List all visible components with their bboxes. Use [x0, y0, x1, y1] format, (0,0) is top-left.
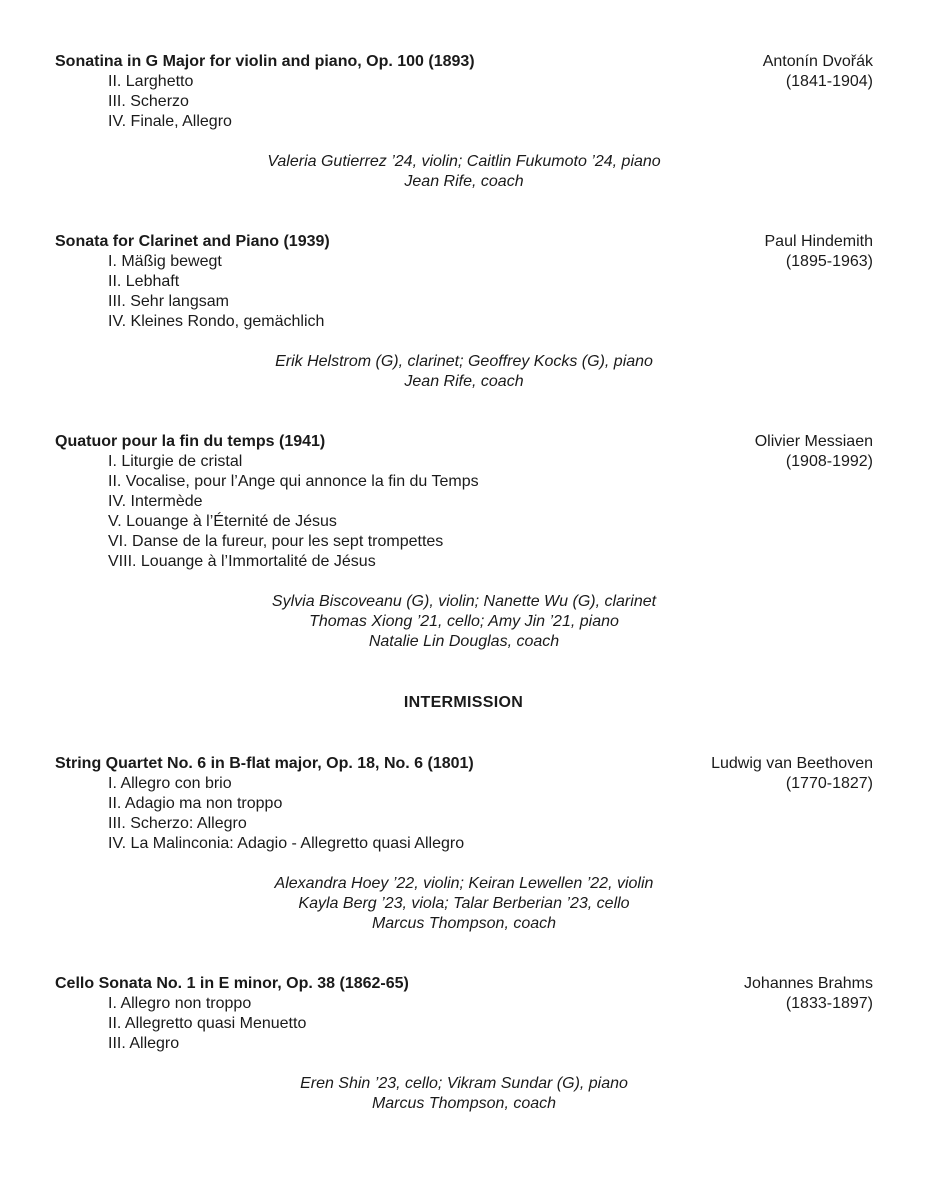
program-piece [55, 232, 873, 392]
composer-dates: (1895-1963) [785, 253, 873, 270]
composer-name: Antonín Dvořák [762, 53, 873, 70]
piece-title: String Quartet No. 6 in B-flat major, Op. 18, No. 6 (1801) [55, 755, 474, 772]
performer-list [55, 592, 873, 652]
movement: IV. La Malinconia: Adagio - Allegretto quasi Allegro [108, 835, 465, 852]
piece-title: Sonatina in G Major for violin and piano, Op. 100 (1893) [55, 53, 475, 70]
movement-list [55, 774, 873, 854]
movement: II. Allegretto quasi Menuetto [108, 1015, 307, 1032]
movement: IV. Finale, Allegro [108, 113, 232, 130]
piece-title: Cello Sonata No. 1 in E minor, Op. 38 (1862-65) [55, 975, 409, 992]
intermission-heading: INTERMISSION [403, 694, 524, 711]
movement: VI. Danse de la fureur, pour les sept trompettes [108, 533, 444, 550]
performer-line: Eren Shin ’23, cello; Vikram Sundar (G), piano [300, 1075, 628, 1092]
coach-line: Natalie Lin Douglas, coach [368, 633, 560, 650]
coach-line: Jean Rife, coach [404, 373, 524, 390]
movement: II. Lebhaft [108, 273, 180, 290]
movement: V. Louange à l’Éternité de Jésus [108, 513, 337, 530]
composer-name: Paul Hindemith [764, 233, 873, 250]
coach-line: Marcus Thompson, coach [371, 1095, 557, 1112]
composer-name: Johannes Brahms [744, 975, 873, 992]
performer-list [55, 874, 873, 934]
program-piece [55, 52, 873, 192]
performer-line: Valeria Gutierrez ’24, violin; Caitlin Fukumoto ’24, piano [267, 153, 661, 170]
coach-line: Marcus Thompson, coach [371, 915, 557, 932]
movement: I. Mäßig bewegt [108, 253, 222, 270]
movement: III. Sehr langsam [108, 293, 229, 310]
performer-line: Alexandra Hoey ’22, violin; Keiran Lewellen ’22, violin [274, 875, 654, 892]
performer-line: Erik Helstrom (G), clarinet; Geoffrey Kocks (G), piano [275, 353, 653, 370]
performer-list [55, 152, 873, 192]
movement-list [55, 72, 873, 132]
movement-list [55, 452, 873, 572]
composer-name: Ludwig van Beethoven [711, 755, 873, 772]
movement: II. Adagio ma non troppo [108, 795, 283, 812]
program-piece [55, 754, 873, 934]
program-piece [55, 974, 873, 1114]
coach-line: Jean Rife, coach [404, 173, 524, 190]
movement: I. Allegro con brio [108, 775, 232, 792]
performer-list [55, 352, 873, 392]
movement: II. Vocalise, pour l’Ange qui annonce la fin du Temps [108, 473, 479, 490]
performer-line: Sylvia Biscoveanu (G), violin; Nanette Wu (G), clarinet [271, 593, 657, 610]
composer-dates: (1833-1897) [785, 995, 873, 1012]
movement: I. Allegro non troppo [108, 995, 252, 1012]
composer-dates: (1908-1992) [785, 453, 873, 470]
composer-name: Olivier Messiaen [754, 433, 873, 450]
movement: IV. Kleines Rondo, gemächlich [108, 313, 325, 330]
movement: III. Allegro [108, 1035, 180, 1052]
movement: III. Scherzo: Allegro [108, 815, 247, 832]
movement: IV. Intermède [108, 493, 203, 510]
piece-title: Quatuor pour la fin du temps (1941) [55, 433, 326, 450]
performer-line: Thomas Xiong ’21, cello; Amy Jin ’21, piano [309, 613, 619, 630]
composer-dates: (1841-1904) [785, 73, 873, 90]
movement: III. Scherzo [108, 93, 189, 110]
movement-list [55, 252, 873, 332]
performer-list [55, 1074, 873, 1114]
program-piece [55, 432, 873, 652]
movement: I. Liturgie de cristal [108, 453, 243, 470]
movement: VIII. Louange à l’Immortalité de Jésus [108, 553, 376, 570]
performer-line: Kayla Berg ’23, viola; Talar Berberian ’23, cello [298, 895, 630, 912]
piece-title: Sonata for Clarinet and Piano (1939) [55, 233, 330, 250]
movement-list [55, 994, 873, 1054]
movement: II. Larghetto [108, 73, 194, 90]
composer-dates: (1770-1827) [785, 775, 873, 792]
